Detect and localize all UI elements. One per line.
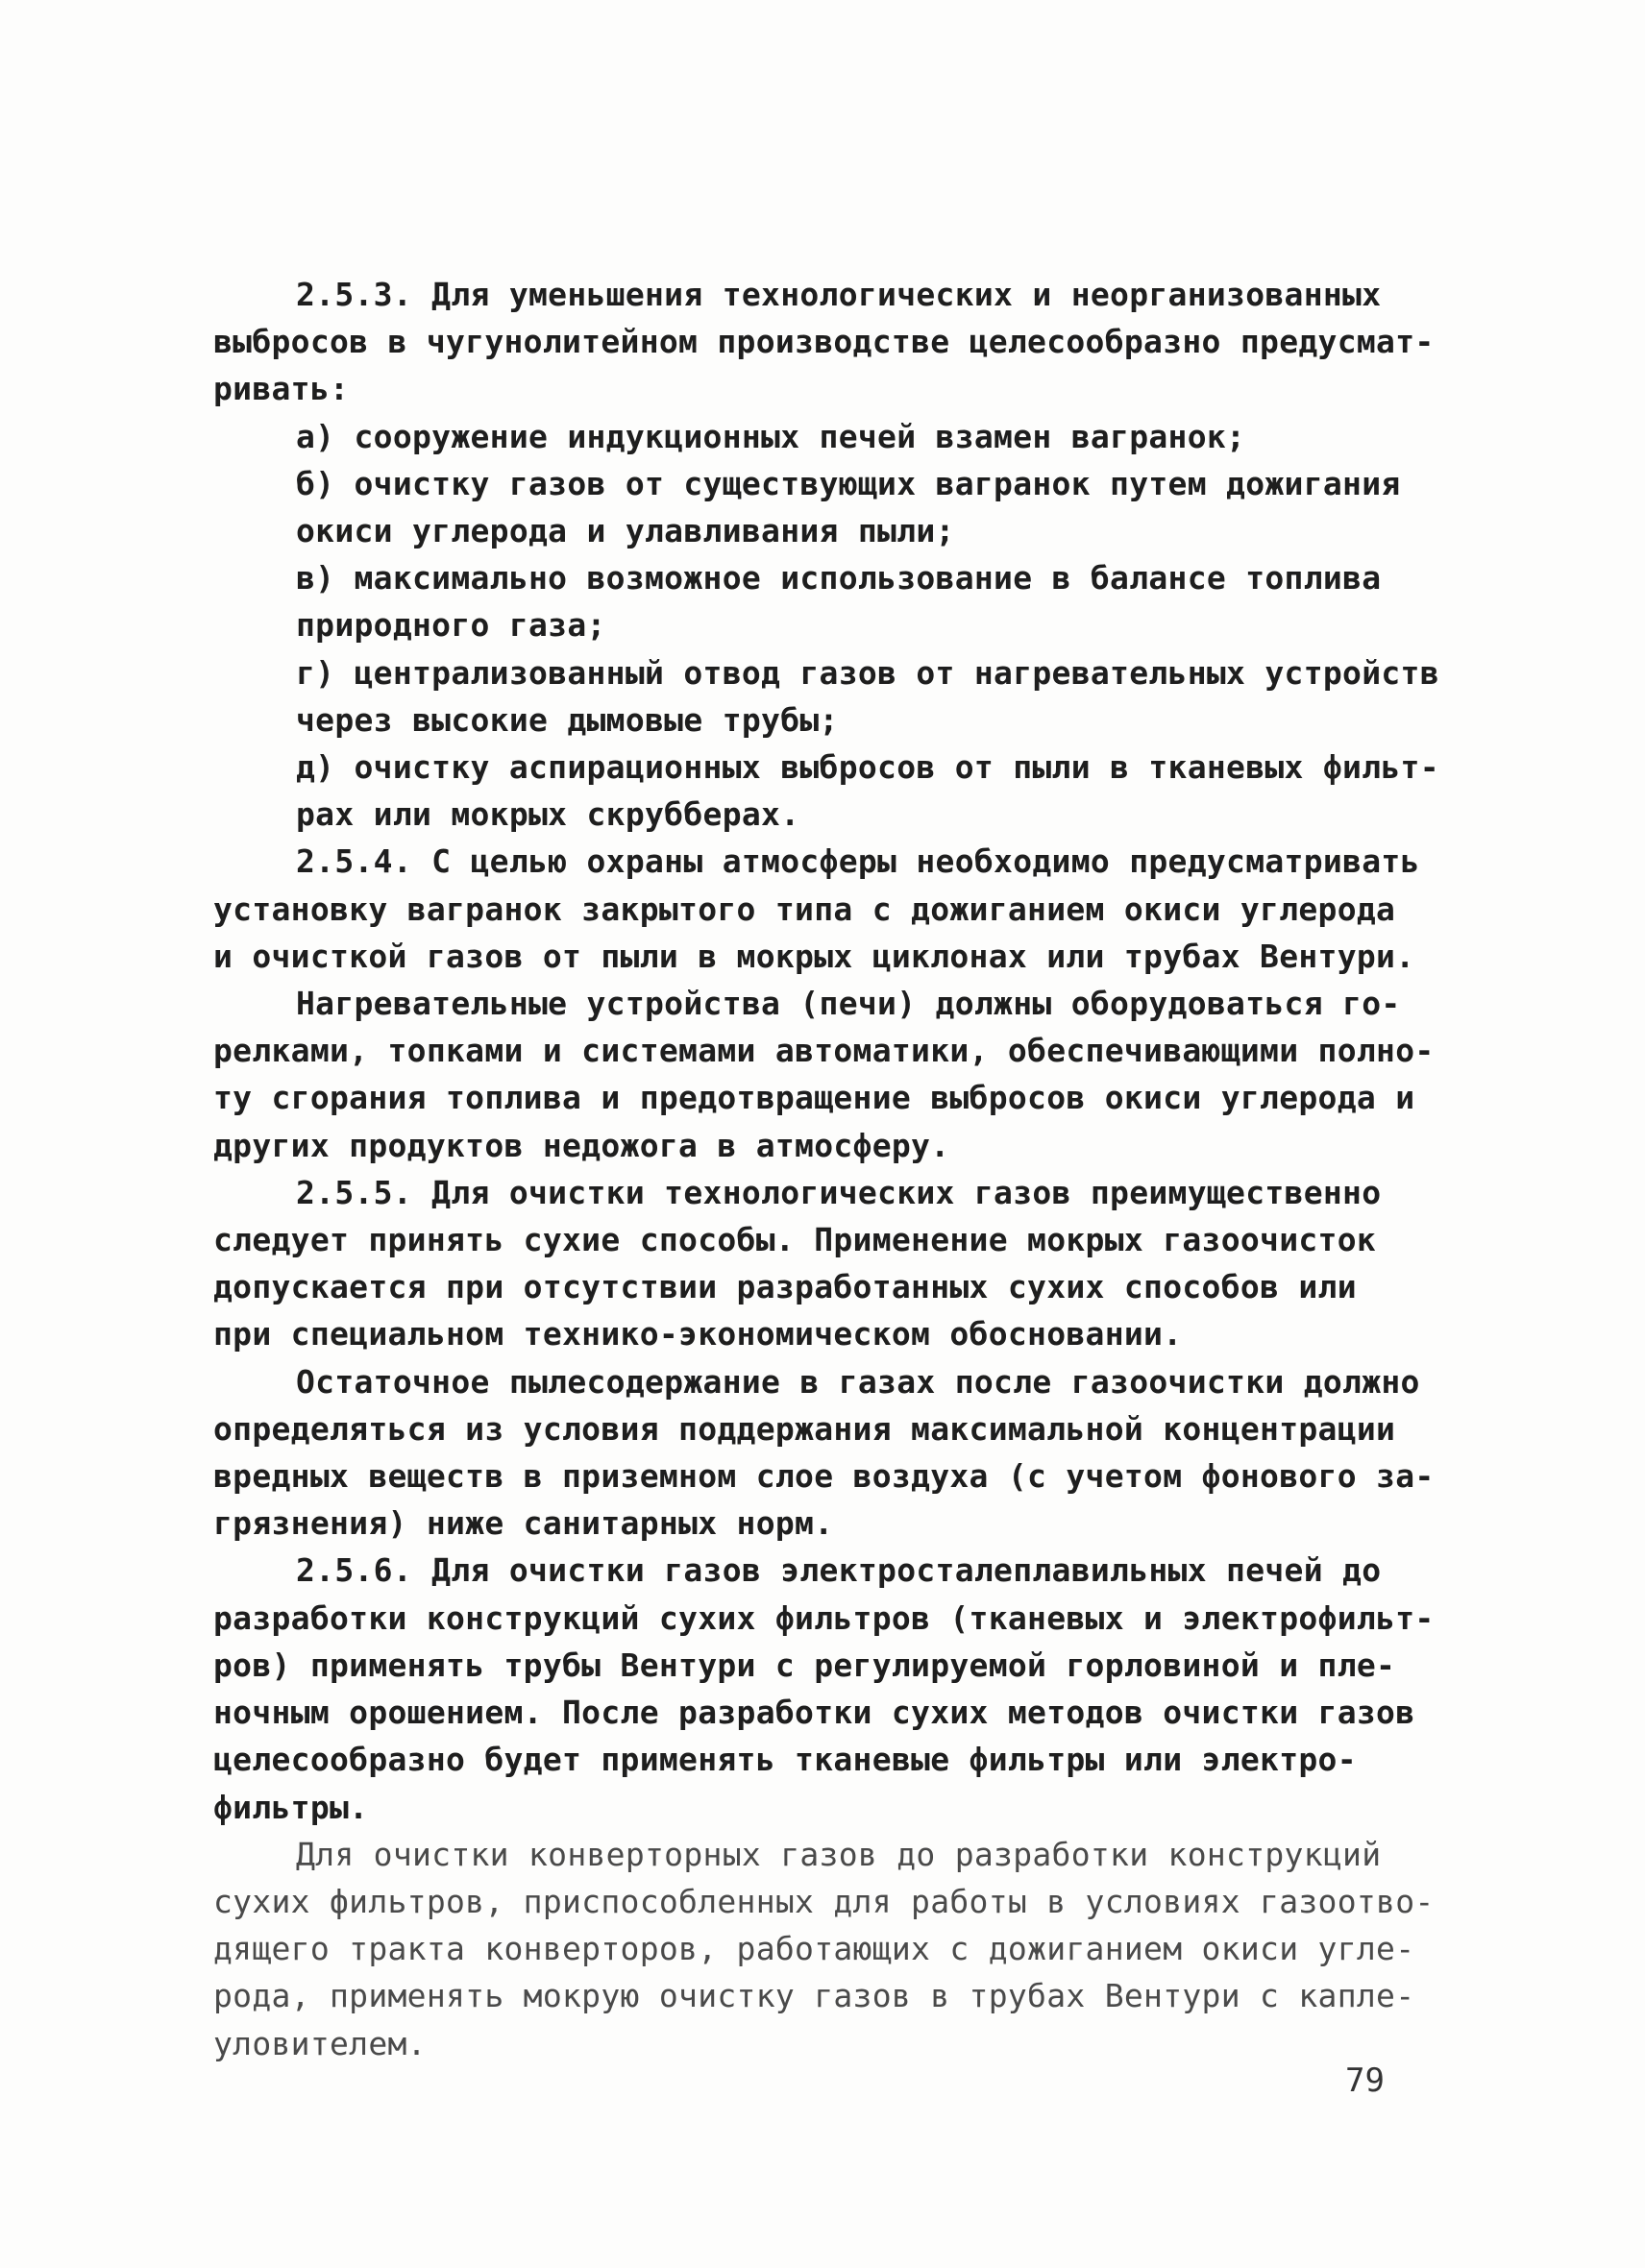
text-line: Нагревательные устройства (печи) должны оборудоваться го-	[296, 985, 1401, 1023]
text-line: фильтры.	[213, 1788, 369, 1826]
page-number: 79	[1345, 2061, 1385, 2100]
text-line: установку вагранок закрытого типа с дожиганием окиси углерода	[213, 890, 1396, 928]
text-line: определяться из условия поддержания максимальной концентрации	[213, 1409, 1396, 1448]
text-line: д) очистку аспирационных выбросов от пыли в тканевых фильт-	[296, 748, 1439, 787]
text-line: других продуктов недожога в атмосферу.	[213, 1126, 950, 1164]
text-line: б) очистку газов от существующих вагранок путем дожигания	[296, 464, 1401, 502]
text-line: через высокие дымовые трубы;	[296, 700, 839, 739]
text-line: целесообразно будет применять тканевые фильтры или электро-	[213, 1741, 1357, 1779]
text-line: при специальном технико-экономическом обосновании.	[213, 1315, 1183, 1353]
text-line: выбросов в чугунолитейном производстве целесообразно предусмат-	[213, 323, 1435, 361]
text-line: окиси углерода и улавливания пыли;	[296, 512, 955, 550]
text-line: ров) применять трубы Вентури с регулируемой горловиной и пле-	[213, 1646, 1396, 1684]
document-body	[213, 271, 1462, 2067]
text-line: сухих фильтров, приспособленных для работы в условиях газоотво-	[213, 1882, 1435, 1920]
text-line: грязнения) ниже санитарных норм.	[213, 1504, 834, 1543]
text-line: ночным орошением. После разработки сухих методов очистки газов	[213, 1694, 1415, 1732]
text-line: уловителем.	[213, 2024, 427, 2062]
text-line: рах или мокрых скрубберах.	[296, 795, 800, 834]
text-line: ривать:	[213, 370, 350, 408]
text-line: Для очистки конверторных газов до разработки конструкций	[296, 1835, 1382, 1873]
text-line: следует принять сухие способы. Применение мокрых газоочисток	[213, 1221, 1377, 1259]
text-line: г) централизованный отвод газов от нагревательных устройств	[296, 653, 1439, 692]
text-line: 2.5.6. Для очистки газов электросталеплавильных печей до	[296, 1551, 1382, 1590]
text-line: Остаточное пылесодержание в газах после газоочистки должно	[296, 1362, 1420, 1401]
text-line: вредных веществ в приземном слое воздуха (с учетом фонового за-	[213, 1457, 1435, 1496]
text-line: рода, применять мокрую очистку газов в трубах Вентури с капле-	[213, 1977, 1415, 2015]
text-line: а) сооружение индукционных печей взамен вагранок;	[296, 417, 1246, 455]
text-line: в) максимально возможное использование в балансе топлива	[296, 559, 1382, 597]
text-line: 2.5.4. С целью охраны атмосферы необходимо предусматривать	[296, 842, 1420, 881]
text-line: релками, топками и системами автоматики, обеспечивающими полно-	[213, 1032, 1435, 1070]
text-line: дящего тракта конверторов, работающих с дожиганием окиси угле-	[213, 1930, 1415, 1968]
text-line: 2.5.5. Для очистки технологических газов преимущественно	[296, 1173, 1382, 1211]
text-line: ту сгорания топлива и предотвращение выбросов окиси углерода и	[213, 1079, 1415, 1117]
text-line: допускается при отсутствии разработанных сухих способов или	[213, 1268, 1357, 1306]
text-line: природного газа;	[296, 606, 606, 645]
text-line: разработки конструкций сухих фильтров (тканевых и электрофильт-	[213, 1598, 1435, 1637]
text-line: 2.5.3. Для уменьшения технологических и неорганизованных	[296, 276, 1382, 313]
text-line: и очисткой газов от пыли в мокрых циклонах или трубах Вентури.	[213, 937, 1415, 975]
